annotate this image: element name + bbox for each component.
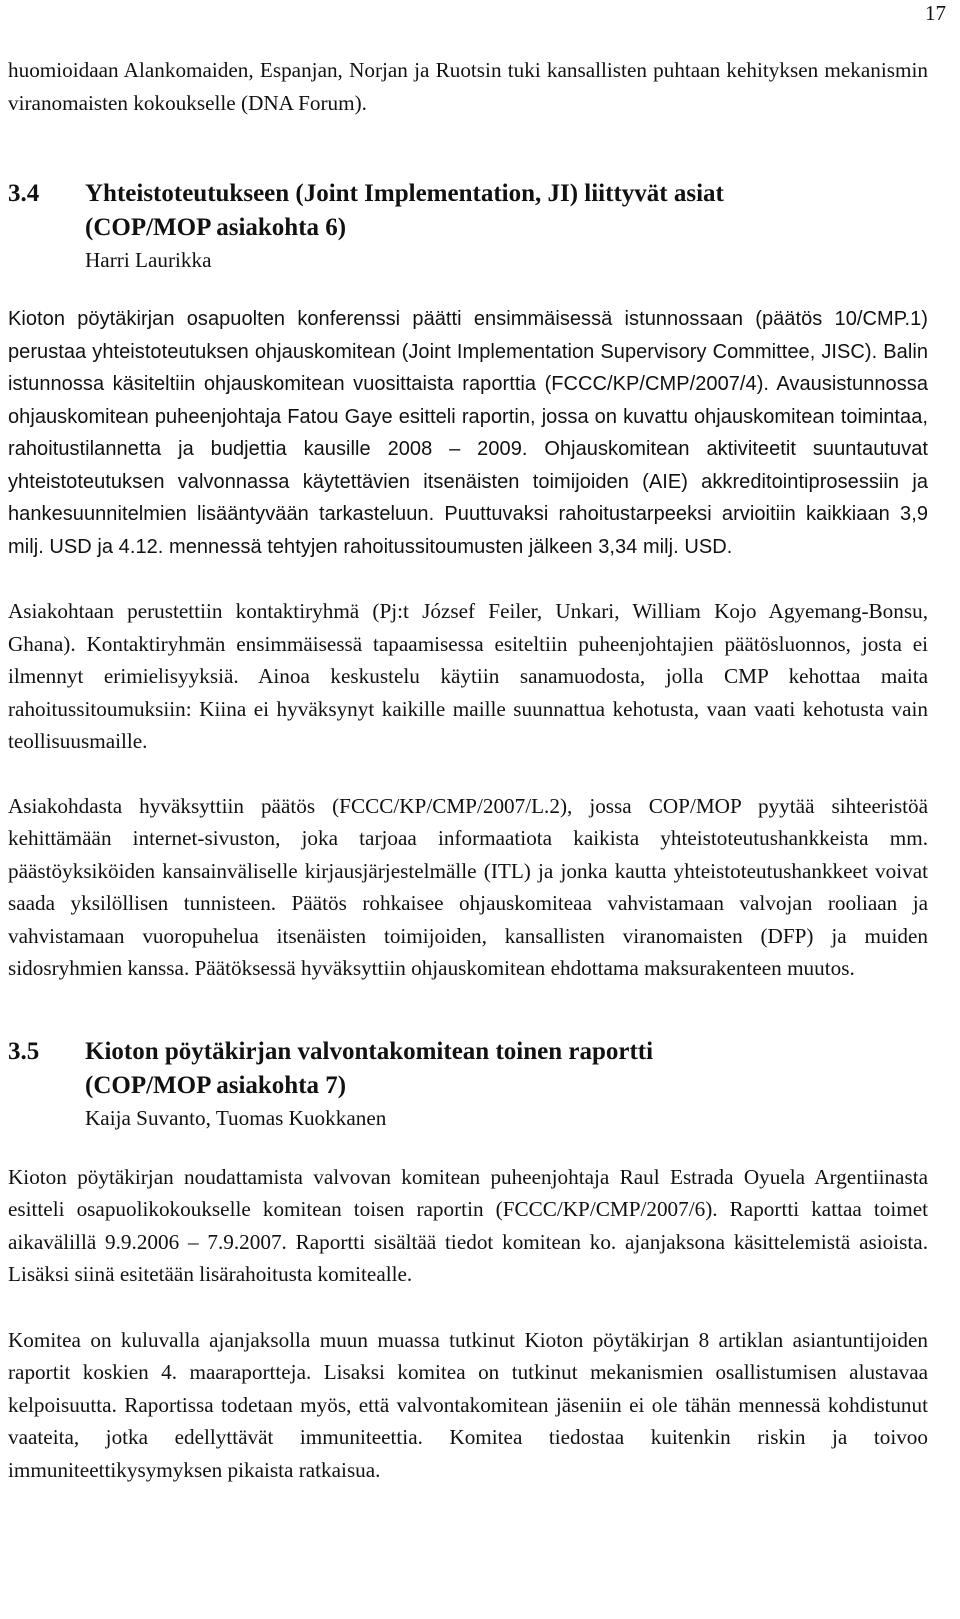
section-title-line1: Yhteistoteutukseen (Joint Implementation, JI) liittyvät asiat <box>85 180 724 207</box>
section-author: Harri Laurikka <box>85 248 212 272</box>
page-number: 17 <box>925 1 946 25</box>
body-paragraph: Kioton pöytäkirjan noudattamista valvovan komitean puheenjohtaja Raul Estrada Oyuela Argentiinasta esitteli osapuolikokoukselle komitean toisen raportin (FCCC/KP/CMP/2007/6). Raportti kattaa toimet aikavälillä 9.9.2006 – 7.9.2007. Raportti sisältää tiedot komitean ko. ajanjaksona käsittelemistä asioista. Lisäksi siinä esitetään lisärahoitusta komitealle. <box>8 1164 928 1286</box>
section-titles <box>85 1035 928 1133</box>
body-paragraph: Kioton pöytäkirjan osapuolten konferenssi päätti ensimmäisessä istunnossaan (päätös 10/CMP.1) perustaa yhteistoteutuksen ohjauskomitean (Joint Implementation Supervisory Committee, JISC). Balin istunnossa käsiteltiin ohjauskomitean vuosittaista raporttia (FCCC/KP/CMP/2007/4). Avausistunnossa ohjauskomitean puheenjohtaja Fatou Gaye esitteli raportin, jossa on kuvattu ohjauskomitean toimintaa, rahoitustilannetta ja budjettia kausille 2008 – 2009. Ohjauskomitean aktiviteetit suuntautuvat yhteistoteutuksen valvonnassa käytettävien itsenäisten toimijoiden (AIE) akkreditointiprosessiin ja hankesuunnitelmien lisääntyvään tarkasteluun. Puuttuvaksi rahoitustarpeeksi arvioitiin kaikkiaan 3,9 milj. USD ja 4.12. mennessä tehtyjen rahoitussitoumusten jälkeen 3,34 milj. USD. <box>8 308 928 558</box>
section-author: Kaija Suvanto, Tuomas Kuokkanen <box>85 1105 387 1130</box>
document-body <box>8 54 928 1486</box>
section-number: 3.4 <box>8 180 40 207</box>
section-title-line2: (COP/MOP asiakohta 7) <box>85 1071 347 1099</box>
body-paragraph: Asiakohtaan perustettiin kontaktiryhmä (Pj:t József Feiler, Unkari, William Kojo Agyemang-Bonsu, Ghana). Kontaktiryhmän ensimmäisessä tapaamisessa esiteltiin puheenjohtajien päätösluonnos, josta ei ilmennyt erimielisyyksiä. Ainoa keskustelu käytiin sanamuodosta, jolla CMP kehottaa maita rahoitussitoumuksiin: Kiina ei hyväksynyt kaikille maille suunnattua kehotusta, vaan vaati kehotusta vain teollisuusmaille. <box>8 599 928 753</box>
intro-paragraph: huomioidaan Alankomaiden, Espanjan, Norjan ja Ruotsin tuki kansallisten puhtaan kehityksen mekanismin viranomaisten kokoukselle (DNA Forum). <box>8 58 928 115</box>
section-number: 3.5 <box>8 1037 40 1065</box>
body-paragraph: Komitea on kuluvalla ajanjaksolla muun muassa tutkinut Kioton pöytäkirjan 8 artiklan asiantuntijoiden raportit koskien 4. maaraportteja. Lisaksi komitea on tutkinut mekanismien osallistumisen alustavaa kelpoisuutta. Raportissa todetaan myös, että valvontakomitean jäseniin ei ole tähän mennessä kohdistunut vaateita, jotka edellyttävät immuniteettia. Komitea tiedostaa kuitenkin riskin ja toivoo immuniteettikysymyksen pikaista ratkaisua. <box>8 1327 928 1482</box>
section-titles <box>85 177 928 275</box>
section-title-line2: (COP/MOP asiakohta 6) <box>85 214 347 241</box>
section-heading-3-5 <box>8 1035 928 1133</box>
section-title-line1: Kioton pöytäkirjan valvontakomitean toinen raportti <box>85 1037 654 1065</box>
section-heading-3-4 <box>8 177 928 275</box>
body-paragraph: Asiakohdasta hyväksyttiin päätös (FCCC/KP/CMP/2007/L.2), jossa COP/MOP pyytää sihteeristöä kehittämään internet-sivuston, joka tarjoaa informaatiota kaikista yhteistoteutushankkeista mm. päästöyksiköiden kansainväliselle kirjausjärjestelmälle (ITL) ja jonka kautta yhteistoteutushankkeet voivat saada yksilöllisen tunnisteen. Päätös rohkaisee ohjauskomiteaa vahvistamaan valvojan rooliaan ja vahvistamaan vuoropuhelua itsenäisten toimijoiden, kansallisten viranomaisten (DFP) ja muiden sidosryhmien kanssa. Päätöksessä hyväksyttiin ohjauskomitean ehdottama maksurakenteen muutos. <box>8 793 928 980</box>
